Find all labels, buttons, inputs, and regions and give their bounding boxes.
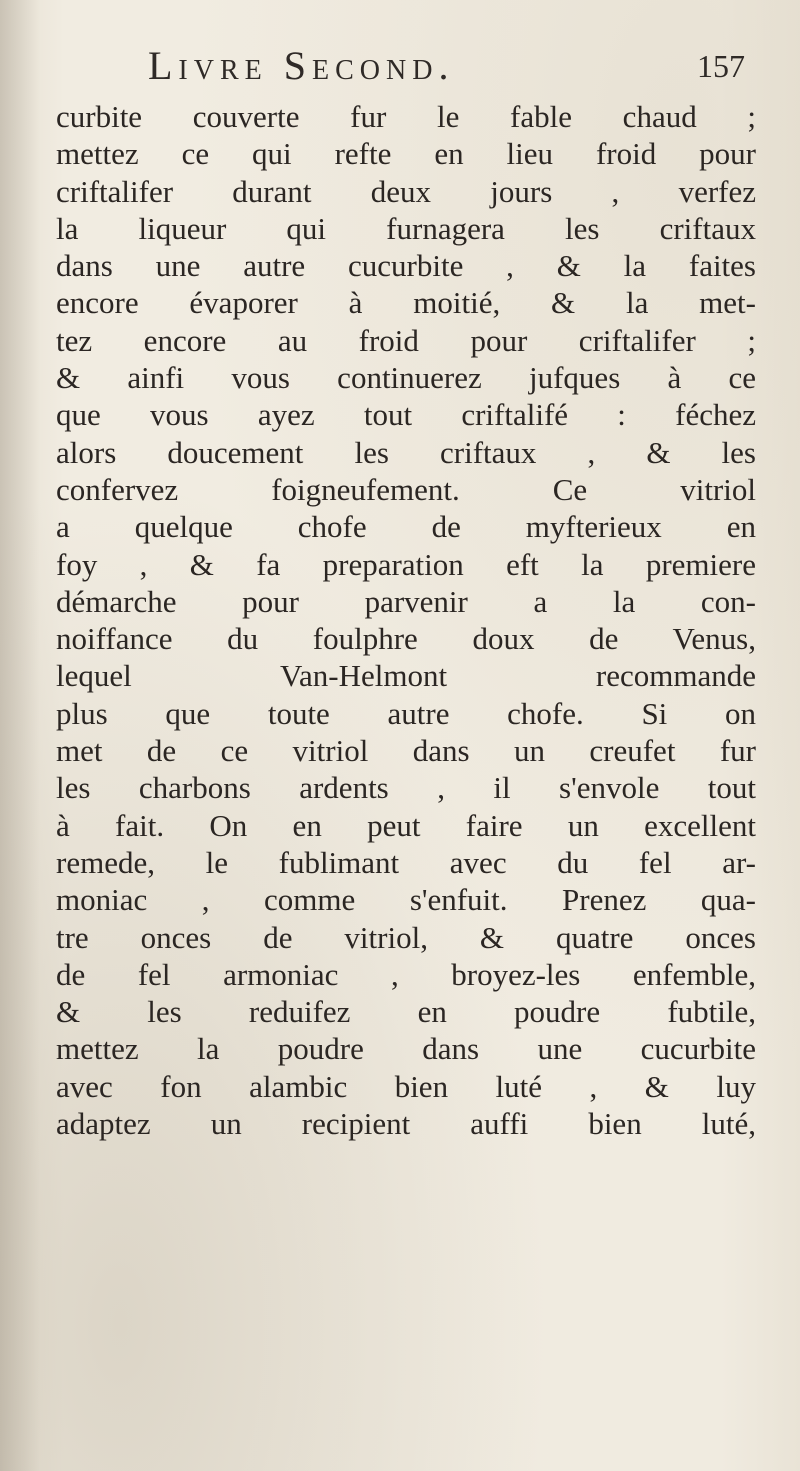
text-line: noiffance du foulphre doux de Venus, (56, 621, 756, 657)
text-line: de fel armoniac , broyez-les enfemble, (56, 956, 756, 992)
text-line: curbite couverte fur le fable chaud ; (56, 99, 756, 134)
text-line: foy , & fa preparation eft la premiere (56, 546, 756, 582)
text-line: criftalifer durant deux jours , verfez (56, 173, 756, 209)
text-line: avec fon alambic bien luté , & luy (56, 1068, 756, 1104)
text-line: encore évaporer à moitié, & la met- (56, 285, 756, 321)
text-line: & ainfi vous continuerez jufques à ce (56, 360, 756, 396)
text-line: adaptez un recipient auffi bien luté, (56, 1106, 756, 1142)
text-line: moniac , comme s'enfuit. Prenez qua- (56, 882, 756, 918)
text-line: la liqueur qui furnagera les criftaux (56, 210, 756, 246)
text-line: démarche pour parvenir a la con- (56, 583, 756, 619)
text-line: lequel Van-Helmont recommande (56, 658, 756, 694)
running-head: Livre Second. (148, 43, 455, 88)
gutter-shadow (0, 0, 40, 1471)
text-line: confervez foigneufement. Ce vitriol (56, 471, 756, 507)
text-line: mettez la poudre dans une cucurbite (56, 1031, 756, 1067)
text-line: & les reduifez en poudre fubtile, (56, 994, 756, 1030)
text-line: que vous ayez tout criftalifé : féchez (56, 397, 756, 433)
text-line: dans une autre cucurbite , & la faites (56, 248, 756, 284)
body-text (56, 98, 756, 1142)
text-line: tez encore au froid pour criftalifer ; (56, 322, 756, 358)
text-line: à fait. On en peut faire un excellent (56, 807, 756, 843)
page-number: 157 (697, 48, 745, 84)
text-line: alors doucement les criftaux , & les (56, 434, 756, 470)
text-line: plus que toute autre chofe. Si on (56, 695, 756, 731)
text-line: remede, le fublimant avec du fel ar- (56, 844, 756, 880)
page-header (0, 42, 800, 92)
text-line: les charbons ardents , il s'envole tout (56, 770, 756, 806)
text-line: tre onces de vitriol, & quatre onces (56, 919, 756, 955)
text-line: a quelque chofe de myfterieux en (56, 509, 756, 545)
text-line: mettez ce qui refte en lieu froid pour (56, 136, 756, 172)
text-line: met de ce vitriol dans un creufet fur (56, 733, 756, 769)
